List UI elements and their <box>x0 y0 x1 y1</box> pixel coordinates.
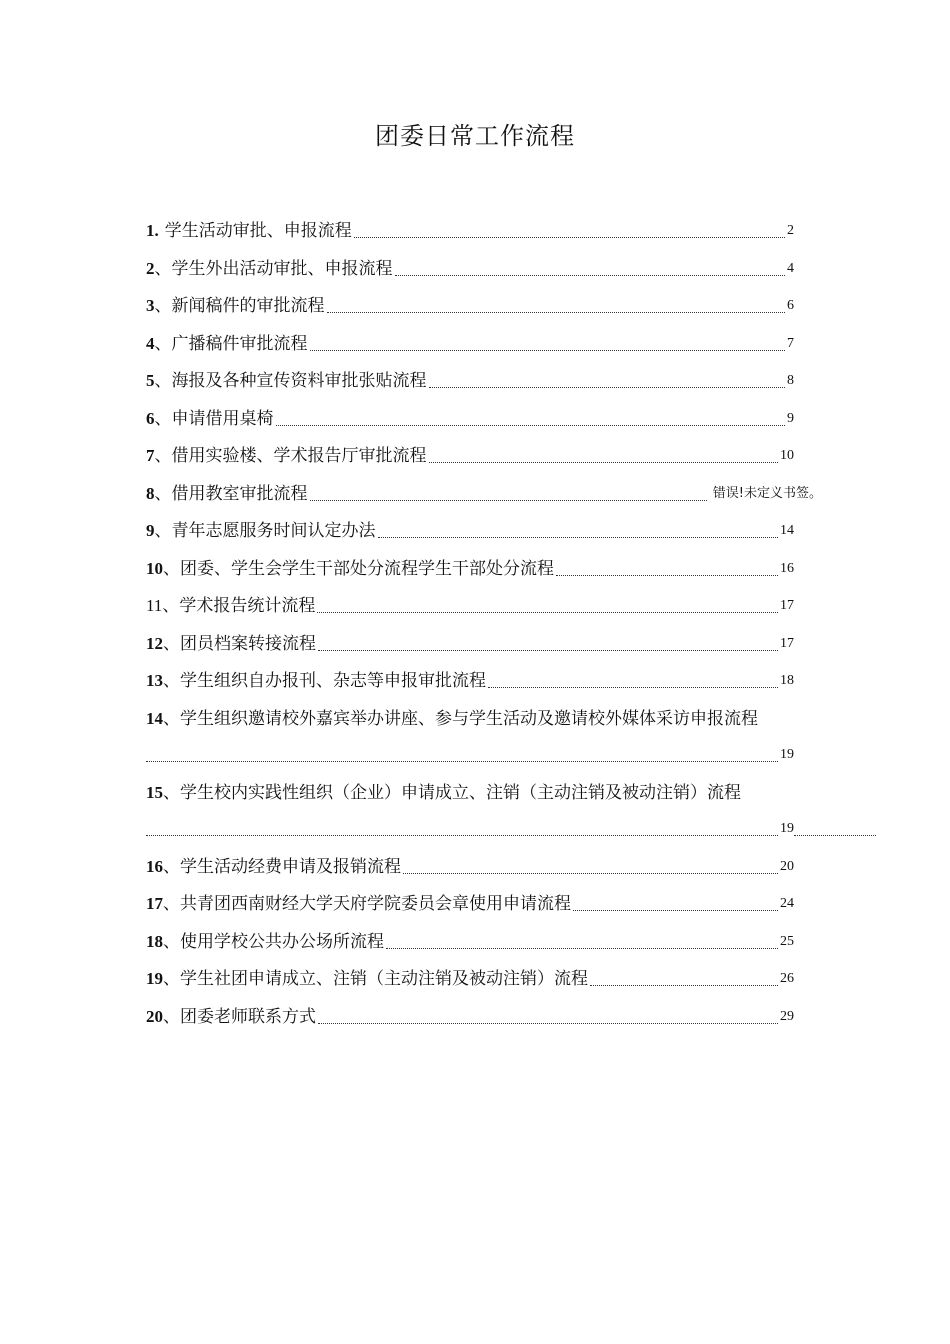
dot-leader <box>590 984 778 986</box>
toc-entry[interactable] <box>146 370 806 408</box>
toc-number: 14 <box>146 708 163 728</box>
toc-title: 、学生组织邀请校外嘉宾举办讲座、参与学生活动及邀请校外媒体采访申报流程 <box>163 708 758 729</box>
toc-entry[interactable] <box>146 782 806 856</box>
dot-leader <box>573 909 778 911</box>
toc-number: 12 <box>146 633 163 653</box>
toc-entry[interactable] <box>146 633 806 671</box>
dot-leader <box>276 424 786 426</box>
toc-title: 、团委老师联系方式 <box>163 1006 316 1027</box>
toc-number: 4 <box>146 333 155 353</box>
toc-page: 2 <box>787 223 794 238</box>
toc-page: 24 <box>780 896 794 911</box>
dot-leader <box>556 574 778 576</box>
toc-entry[interactable] <box>146 893 806 931</box>
dot-leader <box>310 349 786 351</box>
dot-leader <box>146 834 778 836</box>
toc-number: 1. <box>146 221 159 240</box>
toc-number: 18 <box>146 931 163 951</box>
dot-leader <box>429 386 786 388</box>
toc-title: 、学生组织自办报刊、杂志等申报审批流程 <box>163 671 486 691</box>
toc-title: 、使用学校公共办公场所流程 <box>163 931 384 952</box>
dot-leader <box>146 760 778 762</box>
dot-leader-trail <box>794 834 876 836</box>
toc-page: 25 <box>780 933 794 949</box>
toc-page: 20 <box>780 858 794 874</box>
toc-entry[interactable] <box>146 931 806 969</box>
toc-title: 、学生活动经费申请及报销流程 <box>163 856 401 877</box>
toc-number: 19 <box>146 969 163 988</box>
dot-leader <box>318 1022 778 1024</box>
toc-title: 、新闻稿件的审批流程 <box>154 296 325 316</box>
toc-title: 、共青团西南财经大学天府学院委员会章使用申请流程 <box>163 894 571 914</box>
dot-leader <box>429 461 779 463</box>
toc-title: 、青年志愿服务时间认定办法 <box>154 521 376 541</box>
toc-title: 、广播稿件审批流程 <box>154 333 308 354</box>
toc-number: 3 <box>146 296 155 315</box>
toc-page: 7 <box>787 335 794 351</box>
toc-entry[interactable] <box>146 295 806 333</box>
toc-number: 7 <box>146 446 155 465</box>
dot-leader <box>317 611 778 613</box>
toc-title: 、借用教室审批流程 <box>154 483 308 504</box>
toc-entry[interactable] <box>146 220 806 258</box>
toc-page: 6 <box>787 298 794 313</box>
toc-entry[interactable] <box>146 483 822 521</box>
toc-number: 10 <box>146 558 163 578</box>
toc-page: 17 <box>780 635 794 651</box>
toc-page: 4 <box>787 260 794 276</box>
dot-leader <box>378 536 779 538</box>
toc-page: 19 <box>780 820 794 836</box>
toc-title: 、借用实验楼、学术报告厅审批流程 <box>154 446 427 466</box>
toc-page: 26 <box>780 971 794 986</box>
toc-entry[interactable] <box>146 856 806 894</box>
toc-title: 、学生外出活动审批、申报流程 <box>154 258 393 279</box>
toc-number: 15 <box>146 782 163 802</box>
toc-page-error: 错误!未定义书签。 <box>712 485 822 501</box>
toc-title: 、海报及各种宣传资料审批张贴流程 <box>154 371 427 391</box>
dot-leader <box>354 236 785 238</box>
toc-entry[interactable] <box>146 258 806 296</box>
dot-leader <box>395 274 786 276</box>
document-title: 团委日常工作流程 <box>375 122 575 150</box>
toc-entry[interactable] <box>146 1006 806 1044</box>
toc-title: 、学术报告统计流程 <box>162 596 316 616</box>
toc-entry[interactable] <box>146 595 806 633</box>
toc-title: 、学生校内实践性组织（企业）申请成立、注销（主动注销及被动注销）流程 <box>163 782 741 803</box>
toc-number: 2 <box>146 258 155 278</box>
dot-leader <box>488 686 778 688</box>
table-of-contents <box>146 220 822 1043</box>
toc-number: 8 <box>146 483 155 503</box>
toc-entry[interactable] <box>146 445 806 483</box>
toc-page: 16 <box>780 560 794 576</box>
toc-page: 19 <box>780 746 794 762</box>
toc-page: 9 <box>787 410 794 426</box>
toc-title: 学生活动审批、申报流程 <box>164 221 352 241</box>
toc-number: 6 <box>146 408 155 428</box>
toc-entry[interactable] <box>146 670 806 708</box>
toc-title: 、申请借用桌椅 <box>154 408 274 429</box>
toc-entry[interactable] <box>146 708 806 782</box>
toc-page: 14 <box>780 523 794 538</box>
toc-entry[interactable] <box>146 408 806 446</box>
toc-number: 16 <box>146 856 163 876</box>
dot-leader <box>386 947 778 949</box>
toc-number: 9 <box>146 521 155 540</box>
dot-leader <box>327 311 786 313</box>
toc-title: 、团委、学生会学生干部处分流程学生干部处分流程 <box>163 558 554 579</box>
toc-page: 17 <box>780 598 794 613</box>
dot-leader <box>310 499 707 501</box>
toc-page: 18 <box>780 673 794 688</box>
toc-number: 11 <box>146 596 163 615</box>
toc-title: 、团员档案转接流程 <box>163 633 316 654</box>
toc-number: 5 <box>146 371 155 390</box>
toc-entry[interactable] <box>146 333 806 371</box>
toc-number: 13 <box>146 671 163 690</box>
toc-page: 10 <box>780 448 794 463</box>
toc-entry[interactable] <box>146 520 806 558</box>
toc-page: 8 <box>787 373 794 388</box>
dot-leader <box>403 872 778 874</box>
toc-page: 29 <box>780 1008 794 1024</box>
toc-entry[interactable] <box>146 558 806 596</box>
toc-number: 20 <box>146 1006 163 1026</box>
toc-entry[interactable] <box>146 968 806 1006</box>
toc-number: 17 <box>146 894 163 913</box>
toc-title: 、学生社团申请成立、注销（主动注销及被动注销）流程 <box>163 969 588 989</box>
dot-leader <box>318 649 778 651</box>
